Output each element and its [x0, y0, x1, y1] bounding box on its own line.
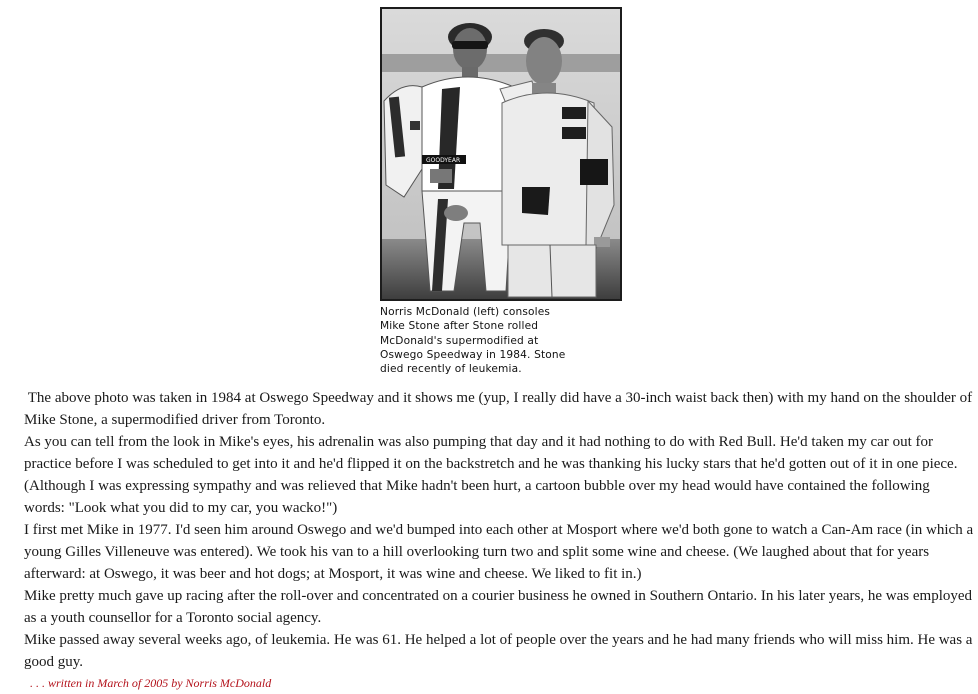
photo-figure [380, 7, 622, 376]
article-paragraph: The above photo was taken in 1984 at Oswego Speedway and it shows me (yup, I really did have a 30-inch waist back then) with my hand on the shoulder of Mike Stone, a supermodified driver from Toronto. [24, 390, 976, 428]
article-paragraph: I first met Mike in 1977. I'd seen him around Oswego and we'd bumped into each other at Mosport where we'd both gone to watch a Can-Am race (in which a young Gilles Villeneuve was entered). We took his van to a hill overlooking turn two and split some wine and cheese. (We laughed about that for years afterward: at Oswego, it was beer and hot dogs; at Mosport, it was wine and cheese. We liked to fit in.) [24, 522, 974, 582]
article-body [24, 387, 974, 673]
goodyear-patch-text: GOODYEAR [426, 157, 461, 164]
article-paragraph: As you can tell from the look in Mike's eyes, his adrenalin was also pumping that day and it had nothing to do with Red Bull. He'd taken my car out for practice before I was scheduled to get into it and he'd flipped it on the backstretch and he was thanking his lucky stars that he'd gotten out of it in one piece. (Although I was expressing sympathy and was relieved that Mike hadn't been hurt, a cartoon bubble over my head would have contained the following words: "Look what you did to my car, you wacko!") [24, 434, 958, 516]
caption-line: McDonald's supermodified at [380, 334, 539, 347]
article-paragraph: Mike passed away several weeks ago, of leukemia. He was 61. He helped a lot of people over the years and he had many friends who will miss him. He was a good guy. [24, 632, 973, 670]
photo-illustration [382, 9, 620, 299]
caption-line: Oswego Speedway in 1984. Stone [380, 348, 566, 361]
author-signature: . . . written in March of 2005 by Norris McDonald [30, 676, 272, 690]
photo-two-racing-drivers [380, 7, 622, 301]
article-paragraph: Mike pretty much gave up racing after the roll-over and concentrated on a courier business he owned in Southern Ontario. In his later years, he was employed as a youth counsellor for a Toronto social agency. [24, 588, 973, 626]
photo-caption [380, 305, 622, 376]
caption-line: Norris McDonald (left) consoles [380, 306, 551, 318]
caption-line: died recently of leukemia. [380, 363, 522, 376]
caption-line: Mike Stone after Stone rolled [380, 320, 539, 333]
